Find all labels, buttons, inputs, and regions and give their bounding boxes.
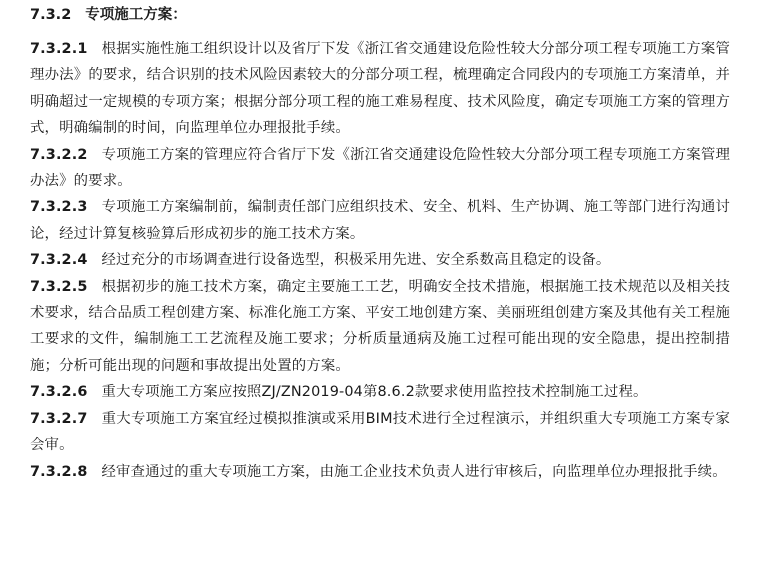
clause-number: 7.3.2.3 bbox=[30, 199, 88, 216]
clause-7-3-2-6 bbox=[30, 379, 730, 405]
clause-text: 经过充分的市场调查进行设备选型，积极采用先进、安全系数高且稳定的设备。 bbox=[101, 252, 611, 269]
clause-7-3-2-7 bbox=[30, 406, 730, 459]
clause-text: 经审查通过的重大专项施工方案，由施工企业技术负责人进行审核后，向监理单位办理报批手续。 bbox=[101, 463, 727, 480]
clause-text: 重大专项施工方案宜经过模拟推演或采用BIM技术进行全过程演示，并组织重大专项施工方案专家会审。 bbox=[30, 410, 730, 454]
clause-7-3-2-8 bbox=[30, 459, 730, 485]
clause-number: 7.3.2.5 bbox=[30, 278, 88, 295]
clause-number: 7.3.2.1 bbox=[30, 41, 88, 57]
clause-text: 重大专项施工方案应按照ZJ/ZN2019-04第8.6.2款要求使用监控技术控制施工过程。 bbox=[101, 384, 648, 401]
clause-text: 专项施工方案编制前，编制责任部门应组织技术、安全、机料、生产协调、施工等部门进行沟通讨论，经过计算复核验算后形成初步的施工技术方案。 bbox=[30, 199, 730, 242]
clause-text: 专项施工方案的管理应符合省厅下发《浙江省交通建设危险性较大分部分项工程专项施工方案管理办法》的要求。 bbox=[30, 146, 730, 190]
clause-number: 7.3.2.8 bbox=[30, 463, 88, 480]
section-number: 7.3.2 bbox=[30, 7, 72, 23]
section-heading bbox=[30, 4, 730, 26]
clause-text: 根据实施性施工组织设计以及省厅下发《浙江省交通建设危险性较大分部分项工程专项施工方案管理办法》的要求，结合识别的技术风险因素较大的分部分项工程，梳理确定合同段内的专项施工方案清单，并明确超过一定规模的专项方案；根据分部分项工程的施工难易程度、技术风险度，确定专项施工方案的管理方式，明确编制的时间，向监理单位办理报批手续。 bbox=[30, 41, 730, 137]
clause-text: 根据初步的施工技术方案，确定主要施工工艺，明确安全技术措施，根据施工技术规范以及相关技术要求，结合品质工程创建方案、标准化施工方案、平安工地创建方案、美丽班组创建方案及其他有关工程施工要求的文件，编制施工工艺流程及施工要求；分析质量通病及施工过程可能出现的安全隐患，提出控制措施；分析可能出现的问题和事故提出处置的方案。 bbox=[30, 278, 730, 374]
clause-number: 7.3.2.7 bbox=[30, 410, 88, 427]
clause-7-3-2-3 bbox=[30, 194, 730, 247]
clause-number: 7.3.2.6 bbox=[30, 384, 88, 401]
clause-number: 7.3.2.2 bbox=[30, 146, 88, 163]
clause-7-3-2-1 bbox=[30, 36, 730, 142]
clause-number: 7.3.2.4 bbox=[30, 252, 88, 269]
clause-7-3-2-4 bbox=[30, 247, 730, 273]
clause-7-3-2-2 bbox=[30, 142, 730, 195]
clause-7-3-2-5 bbox=[30, 274, 730, 380]
section-title: 专项施工方案： bbox=[85, 7, 187, 23]
